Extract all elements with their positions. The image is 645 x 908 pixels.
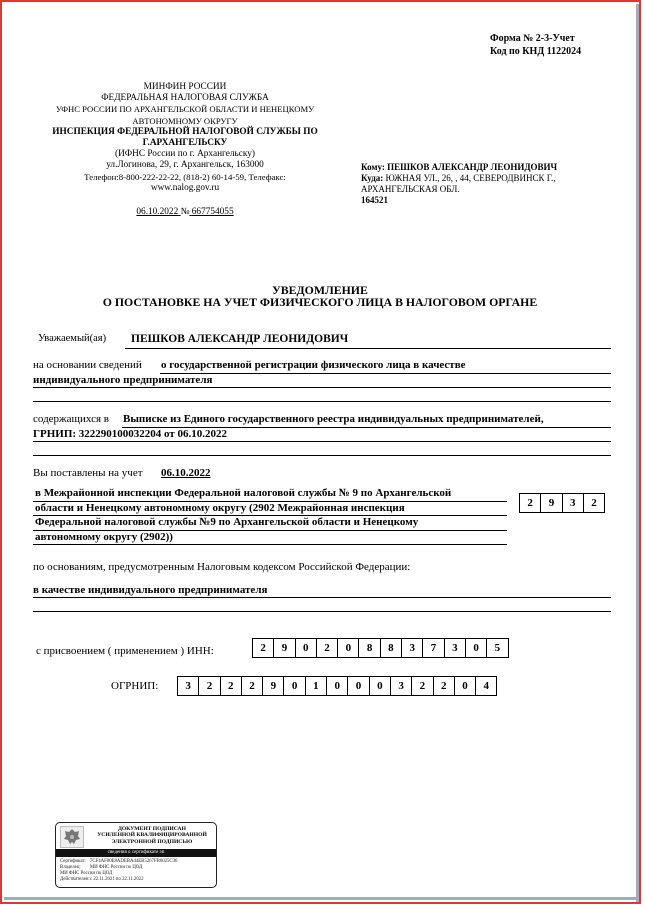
owner-value: МИ ФНС России по ЦОД bbox=[90, 865, 143, 870]
ogrnip-digit: 4 bbox=[476, 676, 497, 696]
address-line: АРХАНГЕЛЬСКАЯ ОБЛ. bbox=[361, 184, 460, 194]
issuing-authority bbox=[52, 82, 318, 218]
title-line: УВЕДОМЛЕНИЕ bbox=[272, 283, 368, 297]
tax-office-code-boxes bbox=[519, 493, 605, 513]
underline bbox=[33, 401, 611, 402]
ogrnip-digit: 0 bbox=[327, 676, 348, 696]
ogrnip-digit: 2 bbox=[199, 676, 220, 696]
registration-number bbox=[52, 207, 318, 218]
office-line: в Межрайонной инспекции Федеральной налоговой службы № 9 по Архангельской bbox=[35, 487, 452, 499]
ogrnip-digit: 0 bbox=[284, 676, 305, 696]
underline bbox=[125, 348, 611, 349]
valid-value: с 22.11.2021 по 22.11.2022 bbox=[90, 877, 144, 882]
where-label: Куда: bbox=[361, 173, 384, 183]
ogrnip-digit: 0 bbox=[455, 676, 476, 696]
contained-value: Выписке из Единого государственного реестра индивидуальных предпринимателей, bbox=[123, 413, 544, 425]
reg-number: 667754055 bbox=[191, 207, 234, 218]
page-shadow-right bbox=[636, 4, 639, 902]
inn-digit: 8 bbox=[381, 638, 402, 658]
code-digit: 3 bbox=[563, 493, 584, 513]
grounds-value: в качестве индивидуального предпринимателя bbox=[33, 584, 268, 596]
code-digit: 9 bbox=[541, 493, 562, 513]
ogrnip-digit: 0 bbox=[348, 676, 369, 696]
stamp-title bbox=[90, 826, 214, 845]
inn-digit: 8 bbox=[359, 638, 380, 658]
inn-digit: 2 bbox=[253, 638, 274, 658]
coat-of-arms-icon bbox=[60, 826, 84, 848]
stamp-info bbox=[60, 859, 177, 883]
dear-label: Уважаемый(ая) bbox=[38, 333, 107, 344]
grounds-label: по основаниям, предусмотренным Налоговым кодексом Российской Федерации: bbox=[33, 561, 411, 573]
basis-label: на основании сведений bbox=[33, 359, 142, 371]
cert-value: 7CF4AF00E8ADEBA44EB5267FB6025C36 bbox=[90, 859, 178, 864]
ogrnip-digit: 9 bbox=[263, 676, 284, 696]
title-line: О ПОСТАНОВКЕ НА УЧЕТ ФИЗИЧЕСКОГО ЛИЦА В НАЛОГОВОМ ОРГАНЕ bbox=[102, 294, 538, 309]
owner-value-2: МИ ФНС России по ЦОД bbox=[60, 871, 113, 876]
ogrnip-digit: 2 bbox=[434, 676, 455, 696]
ogrnip-boxes bbox=[177, 676, 497, 696]
stamp-title-line: ЭЛЕКТРОННОЙ ПОДПИСЬЮ bbox=[111, 838, 193, 845]
ogrnip-digit: 2 bbox=[412, 676, 433, 696]
ogrnip-digit: 3 bbox=[391, 676, 412, 696]
authority-address: ул.Логинова, 29, г. Архангельск, 163000 bbox=[106, 160, 264, 171]
code-digit: 2 bbox=[584, 493, 605, 513]
inn-digit: 0 bbox=[338, 638, 359, 658]
document-title bbox=[60, 285, 580, 309]
stamp-title-line: ДОКУМЕНТ ПОДПИСАН bbox=[118, 826, 186, 832]
e-signature-stamp bbox=[55, 822, 217, 888]
postcode: 164521 bbox=[361, 195, 388, 205]
ogrnip-digit: 2 bbox=[221, 676, 242, 696]
valid-label: Действителен: bbox=[60, 877, 90, 882]
office-line: области и Ненецкому автономному округу (2902 Межрайонная инспекция bbox=[35, 502, 405, 514]
ogrnip-digit: 1 bbox=[306, 676, 327, 696]
authority-line: ФЕДЕРАЛЬНАЯ НАЛОГОВАЯ СЛУЖБА bbox=[101, 93, 269, 104]
owner-label: Владелец: bbox=[60, 865, 81, 870]
ogrnip-digit: 3 bbox=[178, 676, 199, 696]
basis-value: о государственной регистрации физического лица в качестве bbox=[161, 359, 466, 371]
inn-digit: 0 bbox=[466, 638, 487, 658]
to-label: Кому: bbox=[361, 162, 385, 172]
underline bbox=[33, 441, 611, 442]
reg-date: 06.10.2022 bbox=[136, 207, 179, 218]
page-shadow-bottom bbox=[4, 897, 639, 900]
inn-digit: 3 bbox=[402, 638, 423, 658]
underline bbox=[33, 387, 611, 388]
to-name: ПЕШКОВ АЛЕКСАНДР ЛЕОНИДОВИЧ bbox=[387, 162, 558, 172]
authority-website: www.nalog.gov.ru bbox=[150, 182, 220, 193]
inn-label: с присвоением ( применением ) ИНН: bbox=[36, 645, 214, 657]
office-line: автономному округу (2902)) bbox=[35, 531, 173, 543]
form-code bbox=[490, 33, 581, 58]
underline bbox=[33, 455, 611, 456]
dear-name: ПЕШКОВ АЛЕКСАНДР ЛЕОНИДОВИЧ bbox=[131, 333, 349, 345]
cert-label: Сертификат: bbox=[60, 859, 86, 864]
knd-code: Код по КНД 1122024 bbox=[490, 45, 582, 57]
inn-digit: 0 bbox=[296, 638, 317, 658]
stamp-title-line: УСИЛЕННОЙ КВАЛИФИЦИРОВАННОЙ bbox=[97, 832, 207, 839]
contained-label: содержащихся в bbox=[33, 413, 109, 425]
authority-phones: Телефон:8-800-222-22-22, (818-2) 60-14-59, Телефакс: bbox=[84, 171, 286, 182]
inn-boxes bbox=[252, 638, 509, 658]
inn-digit: 2 bbox=[317, 638, 338, 658]
recipient-block bbox=[361, 162, 611, 206]
ogrnip-label: ОГРНИП: bbox=[111, 680, 159, 692]
underline bbox=[33, 597, 611, 598]
underline bbox=[33, 611, 611, 612]
stamp-bar: сведения о сертификате эп bbox=[56, 849, 216, 857]
form-number: Форма № 2-3-Учет bbox=[490, 33, 575, 44]
inn-digit: 7 bbox=[423, 638, 444, 658]
inn-digit: 3 bbox=[445, 638, 466, 658]
underline bbox=[160, 373, 611, 374]
contained-value: ГРНИП: 322290100032204 от 06.10.2022 bbox=[33, 428, 228, 440]
authority-short-name: (ИФНС России по г. Архангельску) bbox=[114, 149, 256, 160]
ogrnip-digit: 2 bbox=[242, 676, 263, 696]
inn-digit: 9 bbox=[274, 638, 295, 658]
authority-inspection: ИНСПЕКЦИЯ ФЕДЕРАЛЬНОЙ НАЛОГОВОЙ СЛУЖБЫ ПО Г.АРХАНГЕЛЬСКУ bbox=[52, 126, 318, 149]
authority-line: МИНФИН РОССИИ bbox=[143, 82, 227, 92]
office-line: Федеральной налоговой службы №9 по Архангельской области и Ненецкому bbox=[35, 516, 419, 528]
code-digit: 2 bbox=[520, 493, 541, 513]
address-line: ЮЖНАЯ УЛ., 26, , 44, СЕВЕРОДВИНСК Г., bbox=[385, 173, 556, 183]
reg-no-sign: № bbox=[180, 207, 190, 218]
ogrnip-digit: 0 bbox=[370, 676, 391, 696]
registered-label: Вы поставлены на учет bbox=[33, 467, 143, 479]
inn-digit: 5 bbox=[487, 638, 508, 658]
registered-date: 06.10.2022 bbox=[161, 467, 211, 479]
underline bbox=[33, 544, 507, 545]
basis-value: индивидуального предпринимателя bbox=[33, 374, 213, 386]
authority-line: УФНС РОССИИ ПО АРХАНГЕЛЬСКОЙ ОБЛАСТИ И НЕНЕЦКОМУ АВТОНОМНОМУ ОКРУГУ bbox=[55, 104, 315, 126]
